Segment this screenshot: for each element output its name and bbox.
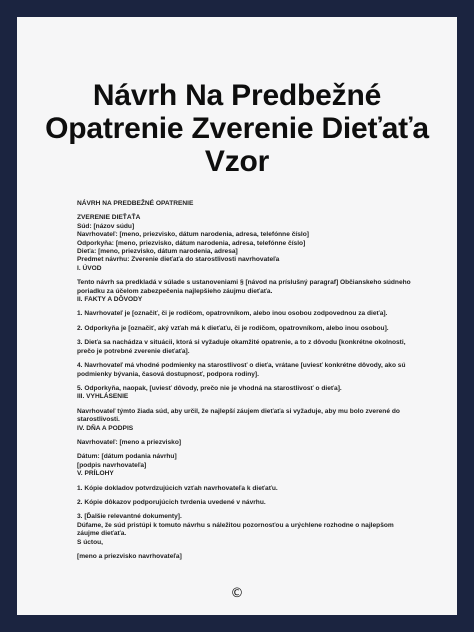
fact-item: 3. Dieťa sa nachádza v situácii, ktorá si vyžaduje okamžité opatrenie, a to z dôvodu [konkrétne okolnosti, prečo je potrebné zverenie dieťaťa]. — [77, 339, 406, 355]
block-line: ZVERENIE DIEŤAŤA — [77, 214, 141, 222]
fact-item: 2. Odporkyňa je [označiť, aký vzťah má k dieťaťu, či je rodičom, opatrovníkom, alebo inou osobou]. — [77, 324, 389, 332]
signature-placeholder: [podpis navrhovateľa] — [77, 461, 147, 469]
section-heading: III. VYHLÁSENIE — [77, 393, 129, 401]
attachment-item: 2. Kópie dôkazov podporujúcich tvrdenia uvedené v návrhu. — [77, 498, 266, 506]
title-line-1: Návrh Na Predbežné — [92, 79, 382, 112]
section-heading: IV. DŇA A PODPIS — [77, 424, 134, 432]
final-signature-line: [meno a priezvisko navrhovateľa] — [77, 553, 182, 560]
intro-paragraph: Tento návrh sa predkladá v súlade s ustanoveniami § [návod na príslušný paragraf] Občianskeho súdneho poriadku za účelom zabezpečenia najlepšieho záujmu dieťaťa. — [77, 279, 411, 295]
block-line: Súd: [názov súdu] — [77, 222, 135, 230]
block-line: Odporkyňa: [meno, priezvisko, dátum narodenia, adresa, telefónne číslo] — [77, 239, 306, 247]
title-line-2: Opatrenie Zverenie Dieťaťa — [45, 112, 429, 145]
date-line: Dátum: [dátum podania návrhu] — [77, 453, 177, 461]
section-heading: I. ÚVOD — [77, 264, 102, 272]
fact-item: 1. Navrhovateľ je [označiť, či je rodičom, opatrovníkom, alebo inou osobou zodpovednou za dieťa]. — [77, 310, 388, 318]
closing-paragraph: Dúfame, že súd pristúpi k tomuto návrhu s náležitou pozornosťou a urýchlene rozhodne o najlepšom záujme dieťaťa. — [77, 521, 394, 538]
block-line: Predmet návrhu: Zverenie dieťaťa do starostlivosti navrhovateľa — [77, 256, 280, 264]
fact-item: 5. Odporkyňa, naopak, [uviesť dôvody, prečo nie je vhodná na starostlivosť o dieťa]. — [77, 384, 342, 392]
document-heading: NÁVRH NA PREDBEŽNÉ OPATRENIE — [77, 200, 194, 207]
document-body — [77, 200, 417, 561]
section-heading: V. PRÍLOHY — [77, 470, 114, 478]
fact-item: 4. Navrhovateľ má vhodné podmienky na starostlivosť o dieťa, vrátane [uviesť konkrétne dôvody, ako sú podmienky bývania, časová dostupnosť, podpora rodiny]. — [77, 362, 406, 378]
attachment-item: 1. Kópie dokladov potvrdzujúcich vzťah navrhovateľa k dieťaťu. — [77, 484, 278, 492]
attachment-item: 3. [Ďalšie relevantné dokumenty]. — [77, 513, 182, 521]
regards-line: S úctou, — [77, 538, 104, 546]
copyright-icon: © — [230, 586, 244, 601]
page-title — [17, 79, 457, 178]
title-line-3: Vzor — [204, 145, 270, 178]
block-line: Navrhovateľ: [meno, priezvisko, dátum narodenia, adresa, telefónne číslo] — [77, 231, 309, 239]
declaration-paragraph: Navrhovateľ týmto žiada súd, aby určil, že najlepší záujem dieťaťa si vyžaduje, aby mu bolo zverené do starostlivosti. — [77, 407, 400, 424]
applicant-signature-line: Navrhovateľ: [meno a priezvisko] — [77, 438, 182, 446]
document-page — [17, 17, 457, 615]
block-line: Dieťa: [meno, priezvisko, dátum narodenia, adresa] — [77, 248, 238, 256]
section-heading: II. FAKTY A DÔVODY — [77, 296, 143, 304]
